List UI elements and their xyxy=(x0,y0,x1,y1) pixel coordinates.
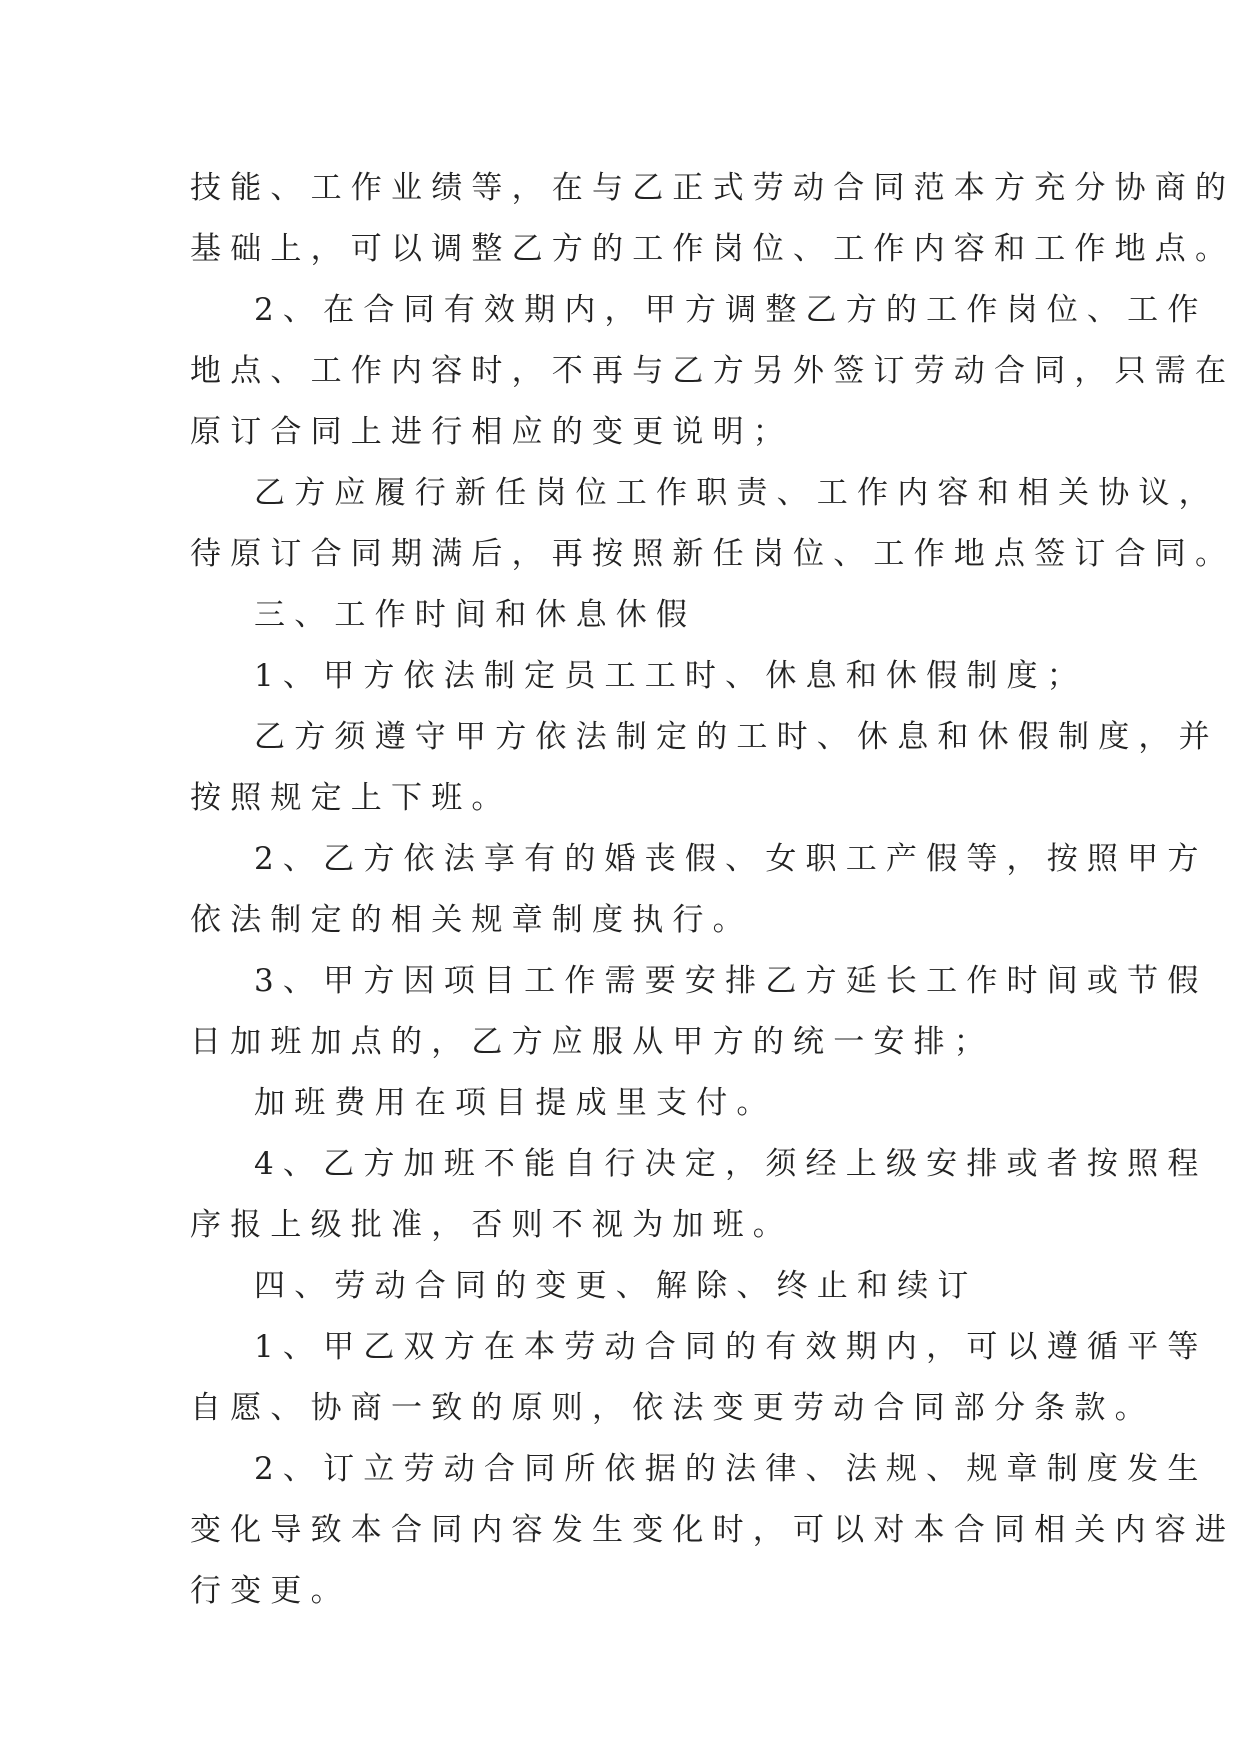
text-line: 1、甲方依法制定员工工时、休息和休假制度； xyxy=(254,658,1087,694)
text-line: 1、甲乙双方在本劳动合同的有效期内，可以遵循平等 xyxy=(254,1329,1208,1365)
text-line: 原订合同上进行相应的变更说明； xyxy=(190,414,793,450)
text-line: 地点、工作内容时，不再与乙方另外签订劳动合同，只需在 xyxy=(190,353,1236,389)
text-line: 依法制定的相关规章制度执行。 xyxy=(190,902,753,938)
text-line: 乙方须遵守甲方依法制定的工时、休息和休假制度，并 xyxy=(254,719,1219,755)
text-line: 序报上级批准，否则不视为加班。 xyxy=(190,1207,793,1243)
text-line: 行变更。 xyxy=(190,1573,351,1609)
text-line: 2、乙方依法享有的婚丧假、女职工产假等，按照甲方 xyxy=(254,841,1208,877)
text-line: 日加班加点的，乙方应服从甲方的统一安排； xyxy=(190,1024,994,1060)
text-line: 乙方应履行新任岗位工作职责、工作内容和相关协议， xyxy=(254,475,1219,511)
text-line: 4、乙方加班不能自行决定，须经上级安排或者按照程 xyxy=(254,1146,1208,1182)
text-line: 技能、工作业绩等，在与乙正式劳动合同范本方充分协商的 xyxy=(190,170,1236,206)
text-line: 加班费用在项目提成里支付。 xyxy=(254,1085,777,1121)
text-line: 自愿、协商一致的原则，依法变更劳动合同部分条款。 xyxy=(190,1390,1155,1426)
text-line: 变化导致本合同内容发生变化时，可以对本合同相关内容进 xyxy=(190,1512,1236,1548)
text-line: 3、甲方因项目工作需要安排乙方延长工作时间或节假 xyxy=(254,963,1208,999)
text-line: 2、在合同有效期内，甲方调整乙方的工作岗位、工作 xyxy=(254,292,1208,328)
document-body xyxy=(190,158,1236,1622)
text-line: 待原订合同期满后，再按照新任岗位、工作地点签订合同。 xyxy=(190,536,1236,572)
section-heading: 四、劳动合同的变更、解除、终止和续订 xyxy=(254,1268,978,1304)
section-heading: 三、工作时间和休息休假 xyxy=(254,597,697,633)
text-line: 2、订立劳动合同所依据的法律、法规、规章制度发生 xyxy=(254,1451,1208,1487)
text-line: 基础上，可以调整乙方的工作岗位、工作内容和工作地点。 xyxy=(190,231,1236,267)
text-line: 按照规定上下班。 xyxy=(190,780,512,816)
